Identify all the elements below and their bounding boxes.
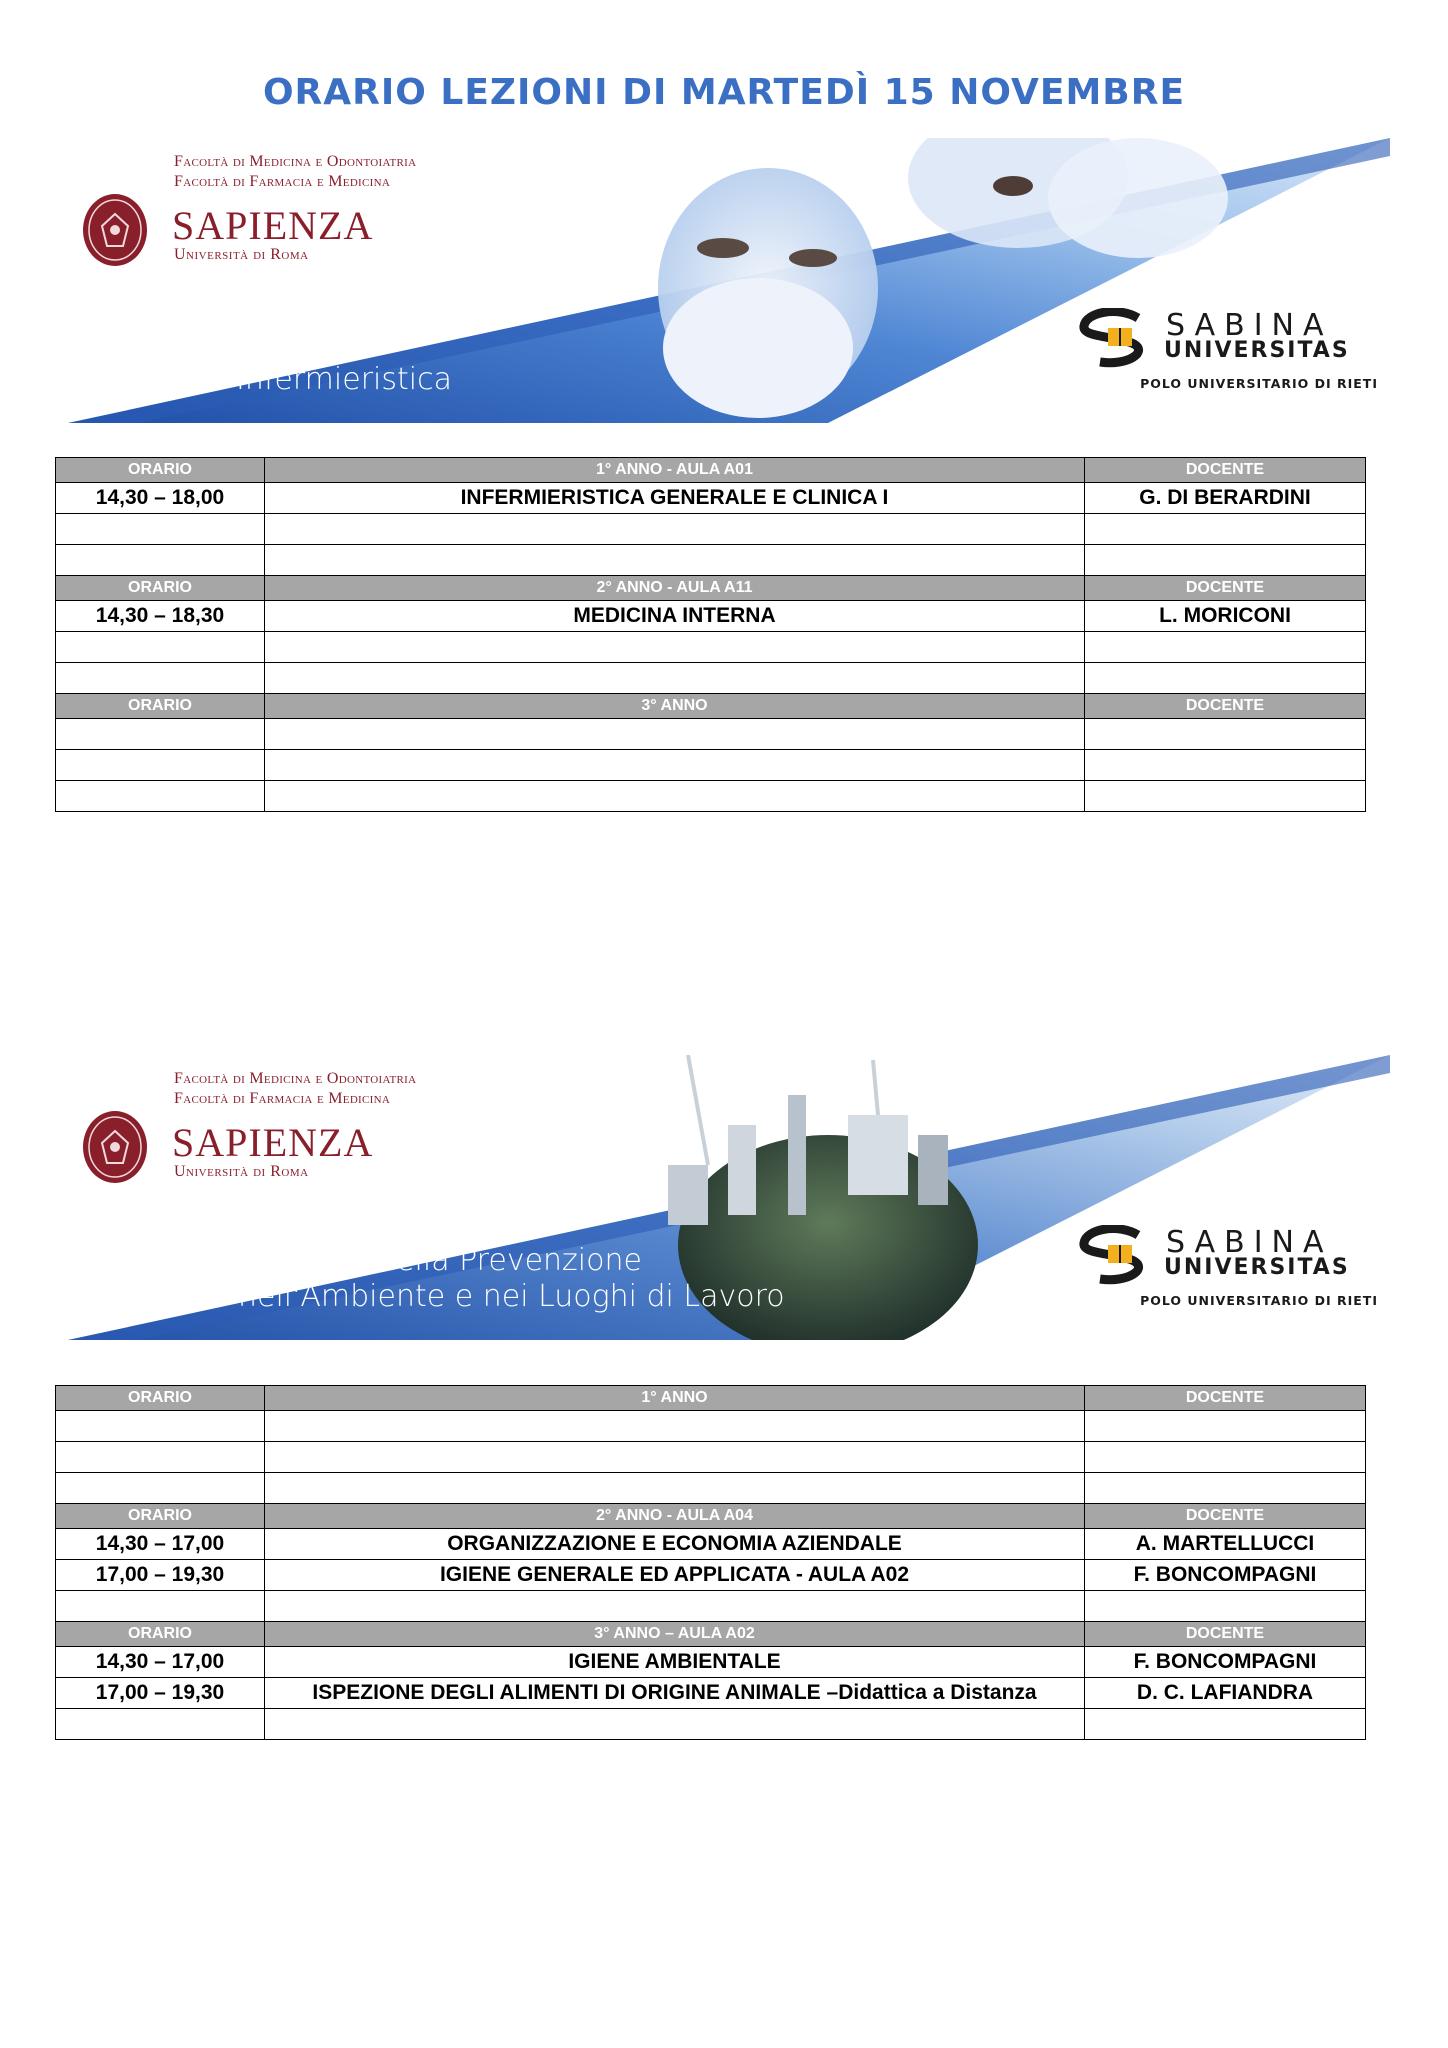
schedule-table-tecniche-prevenzione	[55, 1385, 1366, 1740]
partner-name: SABINA	[1166, 308, 1333, 343]
page-title: ORARIO LEZIONI DI MARTEDÌ 15 NOVEMBRE	[262, 72, 1186, 113]
header-teacher: DOCENTE	[1085, 576, 1366, 601]
banner-infermieristica	[68, 138, 1390, 423]
faculty-line-1: Facoltà di Medicina e Odontoiatria	[174, 153, 417, 170]
faculty-line-2: Facoltà di Farmacia e Medicina	[174, 173, 391, 190]
course-title: Tecniche della Prevenzione nell'Ambiente e nei Luoghi di Lavoro	[238, 1243, 785, 1314]
cell-teacher	[1085, 781, 1366, 812]
cell-subject: IGIENE AMBIENTALE	[265, 1647, 1085, 1678]
cell-time: 14,30 – 17,00	[56, 1529, 265, 1560]
table-row	[56, 483, 1366, 514]
cell-time	[56, 1473, 265, 1504]
header-year: 3° ANNO – AULA A02	[265, 1622, 1085, 1647]
header-teacher: DOCENTE	[1085, 458, 1366, 483]
cell-time	[56, 1442, 265, 1473]
table-row	[56, 1709, 1366, 1740]
schedule-table-infermieristica	[55, 457, 1366, 812]
cell-teacher	[1085, 1411, 1366, 1442]
cell-subject	[265, 1442, 1085, 1473]
header-year: 2° ANNO - AULA A11	[265, 576, 1085, 601]
cell-teacher: F. BONCOMPAGNI	[1085, 1647, 1366, 1678]
cell-time	[56, 514, 265, 545]
table-row	[56, 514, 1366, 545]
course-title: Infermieristica	[236, 362, 452, 397]
table-row	[56, 719, 1366, 750]
section-header	[56, 1622, 1366, 1647]
cell-teacher: D. C. LAFIANDRA	[1085, 1678, 1366, 1709]
table-row	[56, 781, 1366, 812]
header-time: ORARIO	[56, 694, 265, 719]
cell-subject	[265, 514, 1085, 545]
faculty-lines	[174, 1069, 416, 1109]
cell-subject: ISPEZIONE DEGLI ALIMENTI DI ORIGINE ANIMALE –Didattica a Distanza	[265, 1678, 1085, 1709]
section-header	[56, 1386, 1366, 1411]
cell-subject: MEDICINA INTERNA	[265, 601, 1085, 632]
table-row	[56, 1442, 1366, 1473]
cell-teacher	[1085, 1709, 1366, 1740]
table-row	[56, 663, 1366, 694]
cell-time	[56, 545, 265, 576]
header-time: ORARIO	[56, 458, 265, 483]
header-time: ORARIO	[56, 1622, 265, 1647]
faculty-line-1: Facoltà di Medicina e Odontoiatria	[174, 1070, 417, 1087]
partner-sub: POLO UNIVERSITARIO DI RIETI	[1140, 1293, 1378, 1308]
cell-time	[56, 781, 265, 812]
cell-subject	[265, 663, 1085, 694]
header-time: ORARIO	[56, 1386, 265, 1411]
header-teacher: DOCENTE	[1085, 1386, 1366, 1411]
cell-teacher	[1085, 663, 1366, 694]
table-row	[56, 1411, 1366, 1442]
cell-time	[56, 663, 265, 694]
cell-teacher	[1085, 750, 1366, 781]
header-teacher: DOCENTE	[1085, 1622, 1366, 1647]
cell-subject	[265, 750, 1085, 781]
partner-name: SABINA	[1166, 1225, 1333, 1260]
header-teacher: DOCENTE	[1085, 1504, 1366, 1529]
cell-subject: INFERMIERISTICA GENERALE E CLINICA I	[265, 483, 1085, 514]
section-header	[56, 576, 1366, 601]
university-sub: Università di Roma	[174, 246, 309, 263]
table-row	[56, 750, 1366, 781]
section-header	[56, 458, 1366, 483]
table-row	[56, 545, 1366, 576]
university-sub: Università di Roma	[174, 1163, 309, 1180]
cell-subject	[265, 1591, 1085, 1622]
header-year: 2° ANNO - AULA A04	[265, 1504, 1085, 1529]
university-name: SAPIENZA	[172, 1120, 374, 1165]
cell-time	[56, 1411, 265, 1442]
sapienza-seal-icon	[82, 192, 148, 268]
table-row	[56, 632, 1366, 663]
partner-sub: POLO UNIVERSITARIO DI RIETI	[1140, 376, 1378, 391]
header-time: ORARIO	[56, 576, 265, 601]
sabina-book-icon	[1078, 1225, 1162, 1285]
table-row	[56, 1647, 1366, 1678]
university-name: SAPIENZA	[172, 203, 374, 248]
table-row	[56, 1560, 1366, 1591]
cell-subject	[265, 1411, 1085, 1442]
cell-teacher: G. DI BERARDINI	[1085, 483, 1366, 514]
cell-subject	[265, 781, 1085, 812]
cell-teacher: A. MARTELLUCCI	[1085, 1529, 1366, 1560]
header-year: 3° ANNO	[265, 694, 1085, 719]
cell-teacher: L. MORICONI	[1085, 601, 1366, 632]
cell-time: 17,00 – 19,30	[56, 1678, 265, 1709]
cell-time	[56, 1591, 265, 1622]
section-header	[56, 1504, 1366, 1529]
sapienza-seal-icon	[82, 1109, 148, 1185]
cell-subject: ORGANIZZAZIONE E ECONOMIA AZIENDALE	[265, 1529, 1085, 1560]
cell-time: 17,00 – 19,30	[56, 1560, 265, 1591]
partner-name-2: UNIVERSITAS	[1164, 1255, 1350, 1280]
cell-teacher	[1085, 514, 1366, 545]
cell-teacher	[1085, 1591, 1366, 1622]
table-row	[56, 1591, 1366, 1622]
cell-subject	[265, 1709, 1085, 1740]
partner-name-2: UNIVERSITAS	[1164, 338, 1350, 363]
faculty-lines	[174, 152, 416, 192]
cell-subject	[265, 719, 1085, 750]
table-row	[56, 1678, 1366, 1709]
cell-time	[56, 1709, 265, 1740]
sabina-logo	[1078, 1225, 1378, 1315]
cell-teacher	[1085, 632, 1366, 663]
table-row	[56, 1529, 1366, 1560]
cell-time	[56, 750, 265, 781]
cell-teacher	[1085, 719, 1366, 750]
cell-teacher	[1085, 1473, 1366, 1504]
table-row	[56, 601, 1366, 632]
cell-subject	[265, 632, 1085, 663]
cell-subject	[265, 1473, 1085, 1504]
section-header	[56, 694, 1366, 719]
cell-time: 14,30 – 18,00	[56, 483, 265, 514]
sabina-logo	[1078, 308, 1378, 398]
cell-subject: IGIENE GENERALE ED APPLICATA - AULA A02	[265, 1560, 1085, 1591]
header-year: 1° ANNO	[265, 1386, 1085, 1411]
header-teacher: DOCENTE	[1085, 694, 1366, 719]
header-year: 1° ANNO - AULA A01	[265, 458, 1085, 483]
cell-time: 14,30 – 18,30	[56, 601, 265, 632]
faculty-line-2: Facoltà di Farmacia e Medicina	[174, 1090, 391, 1107]
sabina-book-icon	[1078, 308, 1162, 368]
cell-subject	[265, 545, 1085, 576]
cell-time	[56, 719, 265, 750]
banner-tecniche-prevenzione	[68, 1055, 1390, 1340]
cell-teacher	[1085, 545, 1366, 576]
table-row	[56, 1473, 1366, 1504]
cell-teacher: F. BONCOMPAGNI	[1085, 1560, 1366, 1591]
header-time: ORARIO	[56, 1504, 265, 1529]
cell-time	[56, 632, 265, 663]
cell-teacher	[1085, 1442, 1366, 1473]
cell-time: 14,30 – 17,00	[56, 1647, 265, 1678]
